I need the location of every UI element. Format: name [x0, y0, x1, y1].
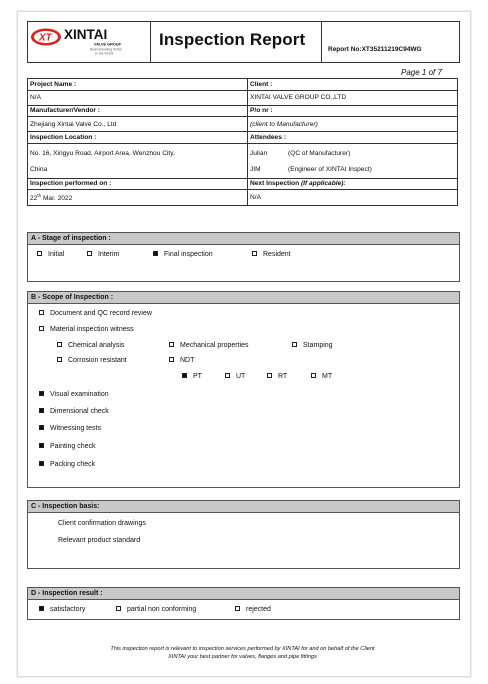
page-indicator: Page 1 of 7: [401, 68, 442, 77]
attendee-row: [250, 146, 455, 162]
basis-standard: Relevant product standard: [58, 537, 141, 544]
report-number: Report No:XT35211219C94WG: [328, 46, 422, 53]
section-c-title: C - Inspection basis:: [28, 501, 459, 513]
logo-group: VALVE GROUP: [94, 42, 122, 47]
section-d-result: [27, 587, 460, 620]
checkbox-checked-icon[interactable]: [39, 391, 44, 396]
checkbox-checked-icon[interactable]: [39, 606, 44, 611]
attendee-name: Julian: [250, 149, 268, 157]
report-title: Inspection Report: [159, 30, 306, 49]
footer-disclaimer: This inspection report is relevant to inspection services performed by XINTAI for and on behalf of the Client: [110, 646, 375, 652]
client-label: Client :: [248, 79, 458, 91]
checkbox-unchecked-icon[interactable]: [292, 342, 297, 347]
logo-tagline-2: to the World: [95, 51, 114, 56]
scope-document-review[interactable]: Document and QC record review: [39, 309, 152, 318]
section-b-scope: [27, 291, 460, 488]
checkbox-checked-icon[interactable]: [39, 408, 44, 413]
checkbox-unchecked-icon[interactable]: [235, 606, 240, 611]
stage-resident[interactable]: Resident: [252, 250, 291, 259]
section-a-title: A - Stage of inspection :: [28, 233, 459, 245]
project-name-value: N/A: [28, 90, 248, 105]
section-a-stage: [27, 232, 460, 282]
checkbox-unchecked-icon[interactable]: [169, 357, 174, 362]
footer-tagline: XINTAI your best partner for valves, flanges and pipe fittings: [168, 654, 317, 660]
po-label: P/o nr :: [248, 105, 458, 117]
location-label: Inspection Location :: [28, 132, 248, 144]
location-value: [28, 143, 248, 178]
section-d-title: D - Inspection result :: [28, 588, 459, 600]
scope-material-witness[interactable]: Material inspection witness: [39, 325, 134, 334]
logo-badge: XT: [39, 32, 52, 44]
scope-corrosion-resistant[interactable]: Corrosion resistant: [57, 356, 127, 365]
basis-drawings: Client confirmation drawings: [58, 520, 146, 527]
result-rejected[interactable]: rejected: [235, 605, 271, 614]
checkbox-unchecked-icon[interactable]: [87, 251, 92, 256]
xintai-logo: [28, 22, 149, 62]
checkbox-unchecked-icon[interactable]: [311, 373, 316, 378]
performed-on-label: Inspection performed on :: [28, 178, 248, 190]
scope-ndt-ut[interactable]: UT: [225, 372, 245, 381]
report-header: [27, 21, 460, 63]
checkbox-unchecked-icon[interactable]: [169, 342, 174, 347]
stage-initial[interactable]: Initial: [37, 250, 64, 259]
scope-chemical-analysis[interactable]: Chemical analysis: [57, 341, 124, 350]
manufacturer-value: Zhejiang Xintai Valve Co., Ltd: [28, 117, 248, 132]
performed-on-value: 22th Mar. 2022: [28, 190, 248, 206]
checkbox-unchecked-icon[interactable]: [225, 373, 230, 378]
attendee-row: [250, 162, 455, 178]
attendee-name: JIM: [250, 165, 261, 173]
scope-ndt-pt[interactable]: PT: [182, 372, 202, 381]
scope-mechanical-properties[interactable]: Mechanical properties: [169, 341, 248, 350]
scope-stamping[interactable]: Stamping: [292, 341, 333, 350]
scope-visual-examination[interactable]: Visual examination: [39, 390, 109, 399]
attendee-role: (QC of Manufacturer): [288, 149, 351, 157]
info-table: [27, 78, 458, 206]
scope-witnessing-tests[interactable]: Witnessing tests: [39, 424, 101, 433]
project-name-label: Project Name :: [28, 79, 248, 91]
checkbox-checked-icon[interactable]: [182, 373, 187, 378]
attendees-label: Attendees :: [248, 132, 458, 144]
manufacturer-label: Manufacturer/Vendor :: [28, 105, 248, 117]
attendees-value: [248, 143, 458, 178]
result-partial-non-conforming[interactable]: partial non conforming: [116, 605, 196, 614]
scope-packing-check[interactable]: Packing check: [39, 460, 95, 469]
attendee-role: (Engineer of XINTAI Inspect): [288, 165, 372, 173]
po-value: (client to Manufacturer): [248, 117, 458, 132]
next-inspection-value: N/A: [248, 190, 458, 206]
header-divider-2: [321, 22, 322, 62]
client-value: XINTAI VALVE GROUP CO.,LTD: [248, 90, 458, 105]
logo-tagline-1: Build Branding Xintai: [90, 47, 122, 52]
next-inspection-label: Next Inspection (If applicable):: [248, 178, 458, 190]
location-line-1: No. 16, Xingyu Road, Airport Area, Wenzhou City,: [30, 149, 175, 157]
scope-dimensional-check[interactable]: Dimensional check: [39, 407, 109, 416]
checkbox-checked-icon[interactable]: [39, 425, 44, 430]
checkbox-unchecked-icon[interactable]: [267, 373, 272, 378]
stage-final-inspection[interactable]: Final inspection: [153, 250, 213, 259]
checkbox-unchecked-icon[interactable]: [116, 606, 121, 611]
result-satisfactory[interactable]: satisfactory: [39, 605, 85, 614]
checkbox-checked-icon[interactable]: [39, 461, 44, 466]
checkbox-unchecked-icon[interactable]: [57, 357, 62, 362]
section-b-title: B - Scope of Inspection :: [28, 292, 459, 304]
scope-ndt-rt[interactable]: RT: [267, 372, 287, 381]
stage-interim[interactable]: Interim: [87, 250, 119, 259]
logo-text: XINTAI: [64, 27, 108, 42]
checkbox-unchecked-icon[interactable]: [37, 251, 42, 256]
location-line-2: China: [30, 165, 48, 173]
checkbox-unchecked-icon[interactable]: [39, 326, 44, 331]
section-c-basis: [27, 500, 460, 569]
checkbox-unchecked-icon[interactable]: [39, 310, 44, 315]
scope-painting-check[interactable]: Painting check: [39, 442, 96, 451]
scope-ndt-mt[interactable]: MT: [311, 372, 332, 381]
checkbox-checked-icon[interactable]: [153, 251, 158, 256]
checkbox-unchecked-icon[interactable]: [57, 342, 62, 347]
checkbox-checked-icon[interactable]: [39, 443, 44, 448]
header-divider-1: [150, 22, 151, 62]
checkbox-unchecked-icon[interactable]: [252, 251, 257, 256]
scope-ndt[interactable]: NDT: [169, 356, 194, 365]
